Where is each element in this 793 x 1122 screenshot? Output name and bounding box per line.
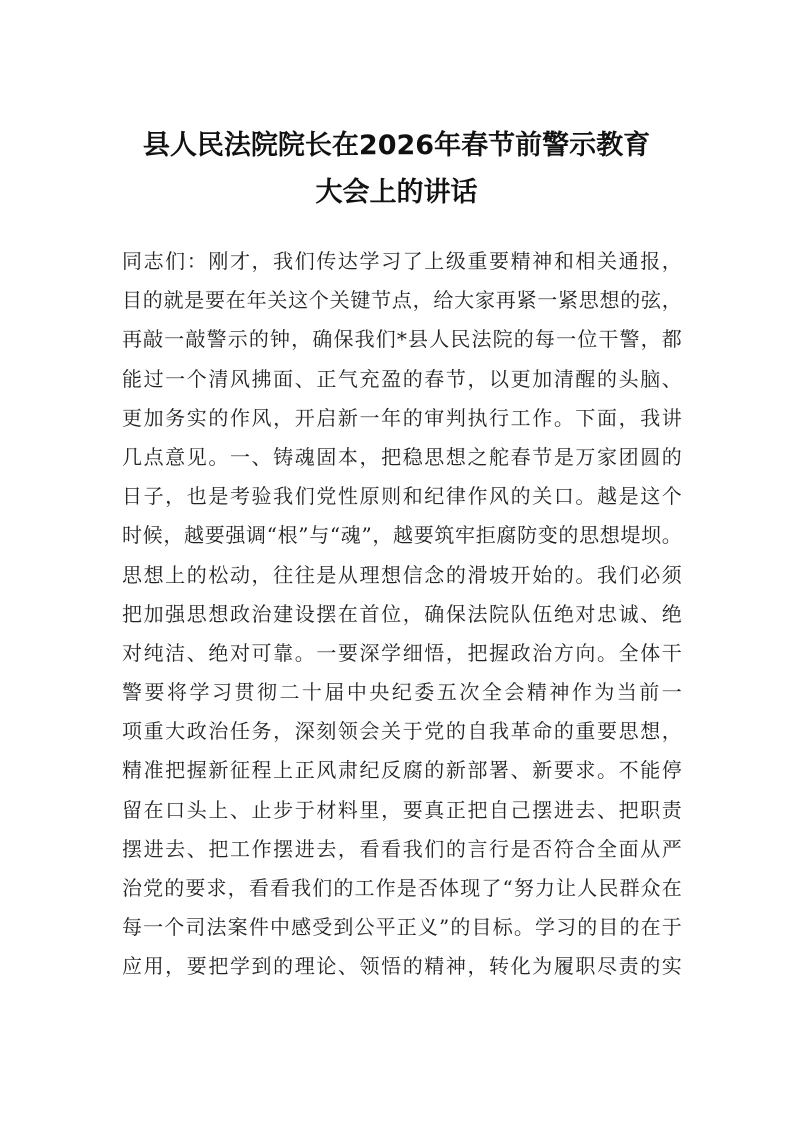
body-line: 对纯洁、绝对可靠。一要深学细悟，把握政治方向。全体干	[122, 640, 682, 665]
document-body	[122, 242, 682, 987]
body-line: 目的就是要在年关这个关键节点，给大家再紧一紧思想的弦，	[122, 288, 682, 313]
body-line: 警要将学习贯彻二十届中央纪委五次全会精神作为当前一	[122, 680, 682, 705]
body-line: 几点意见。一、铸魂固本，把稳思想之舵春节是万家团圆的	[122, 444, 682, 469]
title-line: 大会上的讲话	[315, 177, 478, 208]
body-line: 同志们：刚才，我们传达学习了上级重要精神和相关通报，	[122, 249, 682, 273]
body-line: 时候，越要强调“根”与“魂”，越要筑牢拒腐防变的思想堤坝。	[122, 523, 682, 548]
body-line: 摆进去、把工作摆进去，看看我们的言行是否符合全面从严	[122, 836, 682, 861]
body-line: 更加务实的作风，开启新一年的审判执行工作。下面，我讲	[122, 405, 682, 430]
document-title	[60, 122, 733, 216]
body-line: 再敲一敲警示的钟，确保我们*县人民法院的每一位干警，都	[122, 327, 682, 352]
body-line: 应用，要把学到的理论、领悟的精神，转化为履职尽责的实	[122, 954, 682, 979]
body-line: 能过一个清风拂面、正气充盈的春节，以更加清醒的头脑、	[122, 366, 682, 391]
body-line: 把加强思想政治建设摆在首位，确保法院队伍绝对忠诚、绝	[122, 601, 682, 626]
title-line: 县人民法院院长在2026年春节前警示教育	[142, 130, 651, 161]
body-line: 日子，也是考验我们党性原则和纪律作风的关口。越是这个	[122, 484, 682, 509]
body-line: 精准把握新征程上正风肃纪反腐的新部署、新要求。不能停	[122, 758, 682, 783]
body-line: 治党的要求，看看我们的工作是否体现了“努力让人民群众在	[122, 876, 682, 900]
body-line: 留在口头上、止步于材料里，要真正把自己摆进去、把职责	[122, 797, 682, 822]
body-line: 思想上的松动，往往是从理想信念的滑坡开始的。我们必须	[122, 562, 682, 587]
body-line: 每一个司法案件中感受到公平正义”的目标。学习的目的在于	[122, 915, 682, 940]
body-line: 项重大政治任务，深刻领会关于党的自我革命的重要思想，	[122, 719, 682, 744]
